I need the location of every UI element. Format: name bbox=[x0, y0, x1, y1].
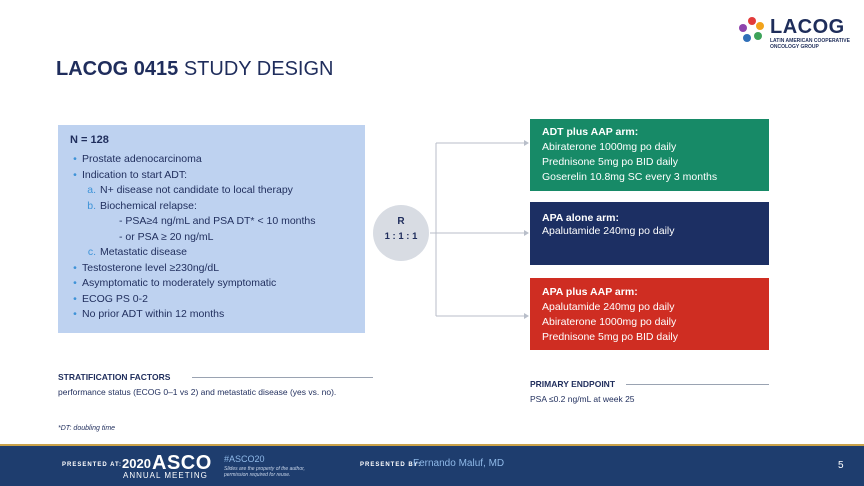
arm-line: Abiraterone 1000mg po daily bbox=[542, 141, 677, 153]
stratification-heading: STRATIFICATION FACTORS bbox=[58, 372, 171, 382]
criteria-text: Metastatic disease bbox=[100, 246, 187, 258]
criteria-marker: c. bbox=[87, 246, 96, 258]
meeting-year: 2020 bbox=[122, 456, 151, 471]
bullet-icon: • bbox=[73, 168, 77, 181]
arm-apa-aap bbox=[530, 278, 769, 350]
arm-title: APA plus AAP arm: bbox=[542, 286, 638, 298]
bullet-icon: • bbox=[73, 153, 77, 165]
criteria-text: - PSA≥4 ng/mL and PSA DT* < 10 months bbox=[119, 215, 316, 227]
page-number: 5 bbox=[838, 460, 844, 471]
criteria-text: N+ disease not candidate to local therapy bbox=[100, 184, 293, 196]
criteria-text: Asymptomatic to moderately symptomatic bbox=[82, 277, 277, 289]
arm-line: Abiraterone 1000mg po daily bbox=[542, 316, 677, 328]
arm-apa-alone bbox=[530, 202, 769, 265]
arm-line: Apalutamide 240mg po daily bbox=[542, 301, 675, 313]
bullet-icon: • bbox=[73, 308, 77, 320]
criteria-text: Prostate adenocarcinoma bbox=[82, 153, 202, 165]
randomization-node bbox=[373, 205, 429, 261]
criteria-text: Indication to start ADT: bbox=[82, 168, 188, 181]
presenter-name: Fernando Maluf, MD bbox=[413, 458, 505, 469]
arm-adt-aap bbox=[530, 119, 769, 191]
randomization-label: R bbox=[397, 216, 405, 227]
footnote: *DT: doubling time bbox=[58, 425, 116, 432]
stratification-divider bbox=[192, 377, 373, 378]
arm-title: APA alone arm: bbox=[542, 212, 620, 224]
arm-line: Apalutamide 240mg po daily bbox=[542, 225, 675, 237]
presented-at-label: PRESENTED AT: bbox=[62, 462, 123, 468]
arm-line: Prednisone 5mg po BID daily bbox=[542, 331, 678, 343]
footer-bar bbox=[0, 446, 864, 486]
slide-title-rest: STUDY DESIGN bbox=[183, 58, 334, 80]
logo-wordmark: LACOG bbox=[770, 16, 845, 38]
rights-note: Slides are the property of the author, permission required for reuse. bbox=[224, 466, 305, 478]
primary-endpoint-text: PSA ≤0.2 ng/mL at week 25 bbox=[530, 394, 635, 404]
primary-endpoint-divider bbox=[626, 384, 769, 385]
criteria-text: - or PSA ≥ 20 ng/mL bbox=[119, 230, 214, 243]
randomization-ratio: 1 : 1 : 1 bbox=[384, 231, 418, 242]
criteria-marker: b. bbox=[87, 199, 96, 212]
logo-subtitle: LATIN AMERICAN COOPERATIVE ONCOLOGY GROUP bbox=[770, 38, 850, 50]
sample-size: N = 128 bbox=[70, 134, 109, 146]
criteria-marker: a. bbox=[87, 184, 96, 196]
bullet-icon: • bbox=[73, 277, 77, 289]
asco-brand: ASCO bbox=[152, 452, 212, 474]
criteria-text: ECOG PS 0-2 bbox=[82, 292, 148, 305]
meeting-name: ANNUAL MEETING bbox=[123, 471, 208, 480]
criteria-text: Testosterone level ≥230ng/dL bbox=[82, 261, 220, 274]
criteria-text: No prior ADT within 12 months bbox=[82, 308, 225, 320]
slide-title-bold: LACOG 0415 bbox=[56, 58, 179, 80]
bullet-icon: • bbox=[73, 292, 77, 305]
presented-by-label: PRESENTED BY: bbox=[360, 462, 422, 468]
arm-line: Prednisone 5mg po BID daily bbox=[542, 156, 678, 168]
primary-endpoint-heading: PRIMARY ENDPOINT bbox=[530, 379, 616, 389]
stratification-text: performance status (ECOG 0–1 vs 2) and metastatic disease (yes vs. no). bbox=[58, 387, 337, 397]
arm-title: ADT plus AAP arm: bbox=[542, 126, 639, 138]
bullet-icon: • bbox=[73, 261, 77, 274]
arm-line: Goserelin 10.8mg SC every 3 months bbox=[542, 171, 718, 183]
criteria-text: Biochemical relapse: bbox=[100, 199, 197, 212]
meeting-hashtag: #ASCO20 bbox=[224, 454, 265, 464]
